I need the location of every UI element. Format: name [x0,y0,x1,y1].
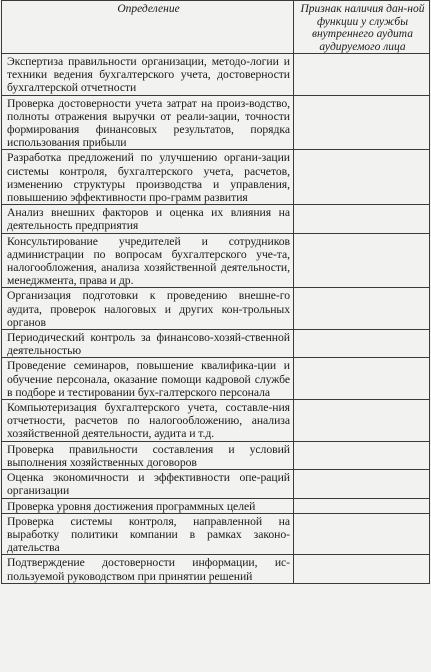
definition-cell: Проведение семинаров, повышение квалифика-ции и обучение персонала, оказание помощи кадровой службе в подборе и тестировании бух-галтерского персонала [2,358,294,400]
sign-cell [294,441,430,469]
sign-cell [294,233,430,288]
definition-cell: Проверка уровня достижения программных целей [2,498,294,513]
definition-cell: Оценка экономичности и эффективности опе-раций организации [2,470,294,498]
sign-cell [294,513,430,555]
sign-cell [294,470,430,498]
table-row [2,54,430,96]
table-row [2,330,430,358]
definition-cell: Проверка системы контроля, направленной на выработку политики компании в рамках законо-дательства [2,513,294,555]
table-row [2,400,430,442]
definition-cell: Периодический контроль за финансово-хозяй-ственной деятельностью [2,330,294,358]
table-row [2,288,430,330]
sign-cell [294,95,430,150]
table-row [2,233,430,288]
table-row [2,555,430,583]
sign-cell [294,498,430,513]
sign-cell [294,555,430,583]
header-definition: Определение [2,1,294,54]
table-header-row [2,1,430,54]
table-row [2,205,430,233]
table-row [2,95,430,150]
sign-cell [294,54,430,96]
sign-cell [294,330,430,358]
table-row [2,358,430,400]
table-row [2,513,430,555]
definition-cell: Экспертиза правильности организации, методо-логии и техники ведения бухгалтерского учета, достоверности бухгалтерской отчетности [2,54,294,96]
sign-cell [294,205,430,233]
header-function-sign: Признак наличия дан-ной функции у службы внутреннего аудита аудируемого лица [294,1,430,54]
table-row [2,498,430,513]
sign-cell [294,288,430,330]
table-row [2,470,430,498]
definition-cell: Компьютеризация бухгалтерского учета, составле-ния отчетности, расчетов по налогообложению, анализа хозяйственной деятельности, аудита и т.д. [2,400,294,442]
sign-cell [294,150,430,205]
audit-functions-table [1,0,430,584]
sign-cell [294,358,430,400]
definition-cell: Проверка достоверности учета затрат на произ-водство, полноты отражения выручки от реали-зации, точности формирования финансовых результатов, порядка использования прибыли [2,95,294,150]
definition-cell: Проверка правильности составления и условий выполнения хозяйственных договоров [2,441,294,469]
definition-cell: Организация подготовки к проведению внешне-го аудита, проверок налоговых и других кон-трольных органов [2,288,294,330]
definition-cell: Консультирование учредителей и сотрудников администрации по вопросам бухгалтерского уче-та, налогообложения, анализа хозяйственной деятельности, менеджмента, права и др. [2,233,294,288]
sign-cell [294,400,430,442]
table-row [2,441,430,469]
definition-cell: Подтверждение достоверности информации, ис-пользуемой руководством при принятии решений [2,555,294,583]
definition-cell: Разработка предложений по улучшению органи-зации системы контроля, бухгалтерского учета, расчетов, изменению структуры производства и управления, повышению эффективности про-грамм развития [2,150,294,205]
table-row [2,150,430,205]
definition-cell: Анализ внешних факторов и оценка их влияния на деятельность предприятия [2,205,294,233]
